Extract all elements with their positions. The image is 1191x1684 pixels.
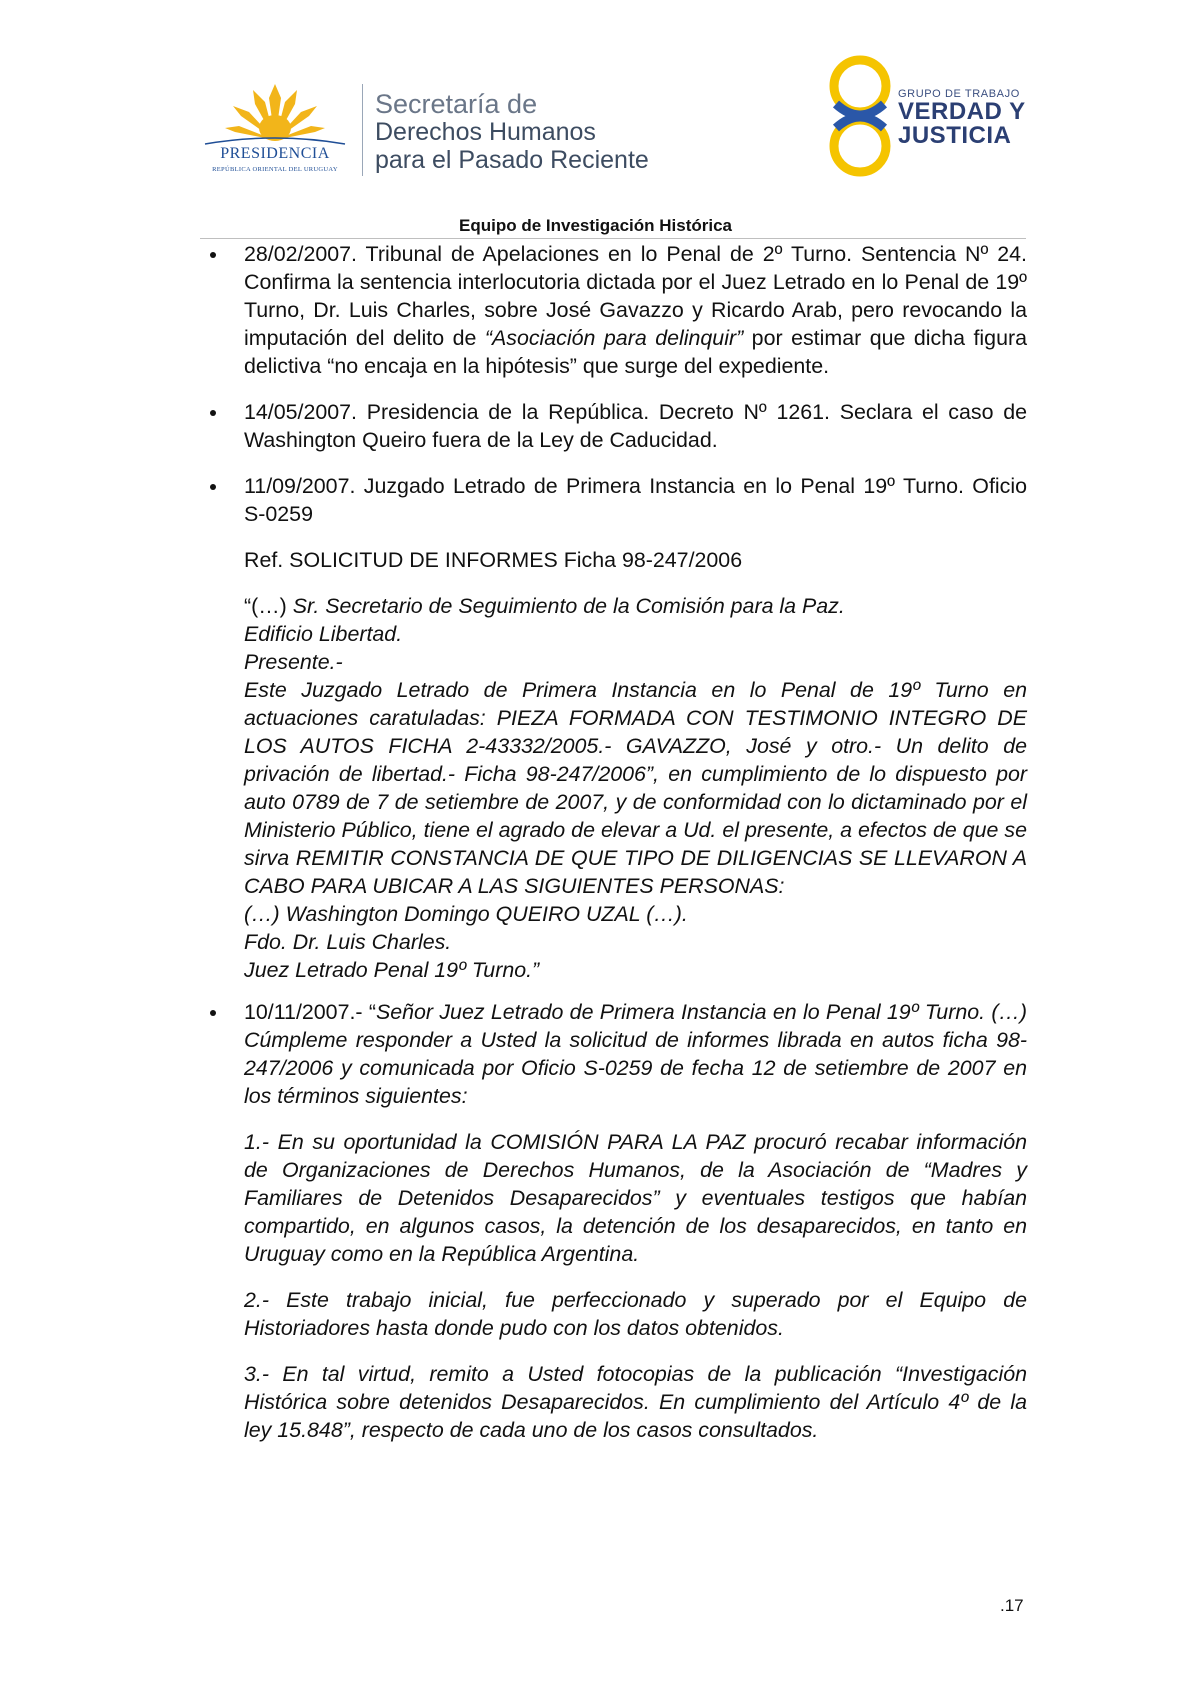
quote-line: Edificio Libertad.	[244, 622, 403, 646]
bullet-icon	[210, 252, 216, 258]
list-item	[207, 998, 1027, 1110]
document-body	[207, 240, 1027, 1462]
bullet-icon	[210, 410, 216, 416]
header-divider	[362, 84, 363, 176]
presidencia-name: PRESIDENCIA	[220, 145, 330, 162]
reference-line: Ref. SOLICITUD DE INFORMES Ficha 98-247/2006	[244, 548, 743, 572]
team-title: Equipo de Investigación Histórica	[459, 216, 732, 235]
presidencia-sun-logo	[195, 78, 355, 178]
entry-text: 14/05/2007. Presidencia de la República. Decreto Nº 1261. Seclara el caso de Washington Queiro fuera de la Ley de Caducidad.	[244, 400, 1027, 452]
entry-text: 10/11/2007.- “	[244, 1000, 376, 1024]
bullet-icon	[210, 1010, 216, 1016]
quote-open: “(…)	[244, 594, 293, 618]
response-point-3: 3.- En tal virtud, remito a Usted fotocopias de la publicación “Investigación Histórica sobre detenidos Desaparecidos. En cumplimiento del Artículo 4º de la ley 15.848”, respecto de cada uno de los casos consultados.	[244, 1362, 1027, 1442]
secretaria-line-3: para el Pasado Reciente	[375, 146, 649, 174]
entry-italic: Señor Juez Letrado de Primera Instancia en lo Penal 19º Turno. (…) Cúmpleme responder a Usted la solicitud de informes librada en autos ficha 98-247/2006 y comunicada por Oficio S-0259 de fecha 12 de setiembre de 2007 en los términos siguientes:	[244, 1000, 1027, 1108]
list-item	[207, 472, 1027, 528]
page-header	[0, 0, 1191, 240]
quote-line: Sr. Secretario de Seguimiento de la Comisión para la Paz.	[292, 594, 845, 618]
entry-text: 11/09/2007. Juzgado Letrado de Primera Instancia en lo Penal 19º Turno. Oficio S-0259	[244, 474, 1027, 526]
page-number: .17	[1000, 1596, 1024, 1615]
quoted-oficio	[244, 592, 1027, 984]
quote-line: Presente.-	[244, 650, 343, 674]
entry-italic: “Asociación para delinquir”	[484, 326, 744, 350]
vj-line-1: VERDAD Y	[898, 98, 1026, 125]
verdad-justicia-logo	[820, 54, 900, 179]
list-item	[207, 240, 1027, 380]
secretaria-line-2: Derechos Humanos	[375, 118, 596, 146]
vj-line-2: JUSTICIA	[898, 122, 1012, 149]
bullet-icon	[210, 484, 216, 490]
quote-line: (…) Washington Domingo QUEIRO UZAL (…).	[244, 902, 688, 926]
quote-body: Este Juzgado Letrado de Primera Instancia en lo Penal de 19º Turno en actuaciones caratuladas: PIEZA FORMADA CON TESTIMONIO INTEGRO DE LOS AUTOS FICHA 2-43332/2005.- GAVAZZO, José y otro.- Un delito de privación de libertad.- Ficha 98-247/2006”, en cumplimiento de lo dispuesto por auto 0789 de 7 de setiembre de 2007, y de conformidad con lo dictaminado por el Ministerio Público, tiene el agrado de elevar a Ud. el presente, a efectos de que se sirva REMITIR CONSTANCIA DE QUE TIPO DE DILIGENCIAS SE LLEVARON A CABO PARA UBICAR A LAS SIGUIENTES PERSONAS:	[244, 678, 1027, 898]
quote-line: Juez Letrado Penal 19º Turno.”	[244, 958, 540, 982]
header-rule	[200, 238, 1026, 239]
verdad-justicia-text	[898, 88, 1026, 148]
list-item	[207, 398, 1027, 454]
vj-small-label: GRUPO DE TRABAJO	[898, 88, 1020, 100]
entry-text: 28/02/2007. Tribunal de Apelaciones en lo Penal de 2º Turno. Sentencia Nº 24. Confirma la sentencia interlocutoria dictada por el Juez Letrado en lo Penal de 19º Turno, Dr. Luis Charles, sobre José Gavazzo y Ricardo Arab, pero revocando la imputación del delito de	[244, 242, 1027, 350]
presidencia-subtitle: REPÚBLICA ORIENTAL DEL URUGUAY	[212, 166, 338, 173]
secretaria-line-1: Secretaría de	[375, 89, 538, 119]
response-point-2: 2.- Este trabajo inicial, fue perfeccionado y superado por el Equipo de Historiadores hasta donde pudo con los datos obtenidos.	[244, 1288, 1027, 1340]
quote-line: Fdo. Dr. Luis Charles.	[244, 930, 452, 954]
response-point-1: 1.- En su oportunidad la COMISIÓN PARA LA PAZ procuró recabar información de Organizaciones de Derechos Humanos, de la Asociación de “Madres y Familiares de Detenidos Desaparecidos” y eventuales testigos que habían compartido, en algunos casos, la detención de los desaparecidos, en tanto en Uruguay como en la República Argentina.	[244, 1130, 1027, 1266]
entry-text: por estimar que dicha figura delictiva “no encaja en la hipótesis” que surge del expediente.	[244, 326, 1027, 378]
secretaria-title	[375, 90, 649, 174]
